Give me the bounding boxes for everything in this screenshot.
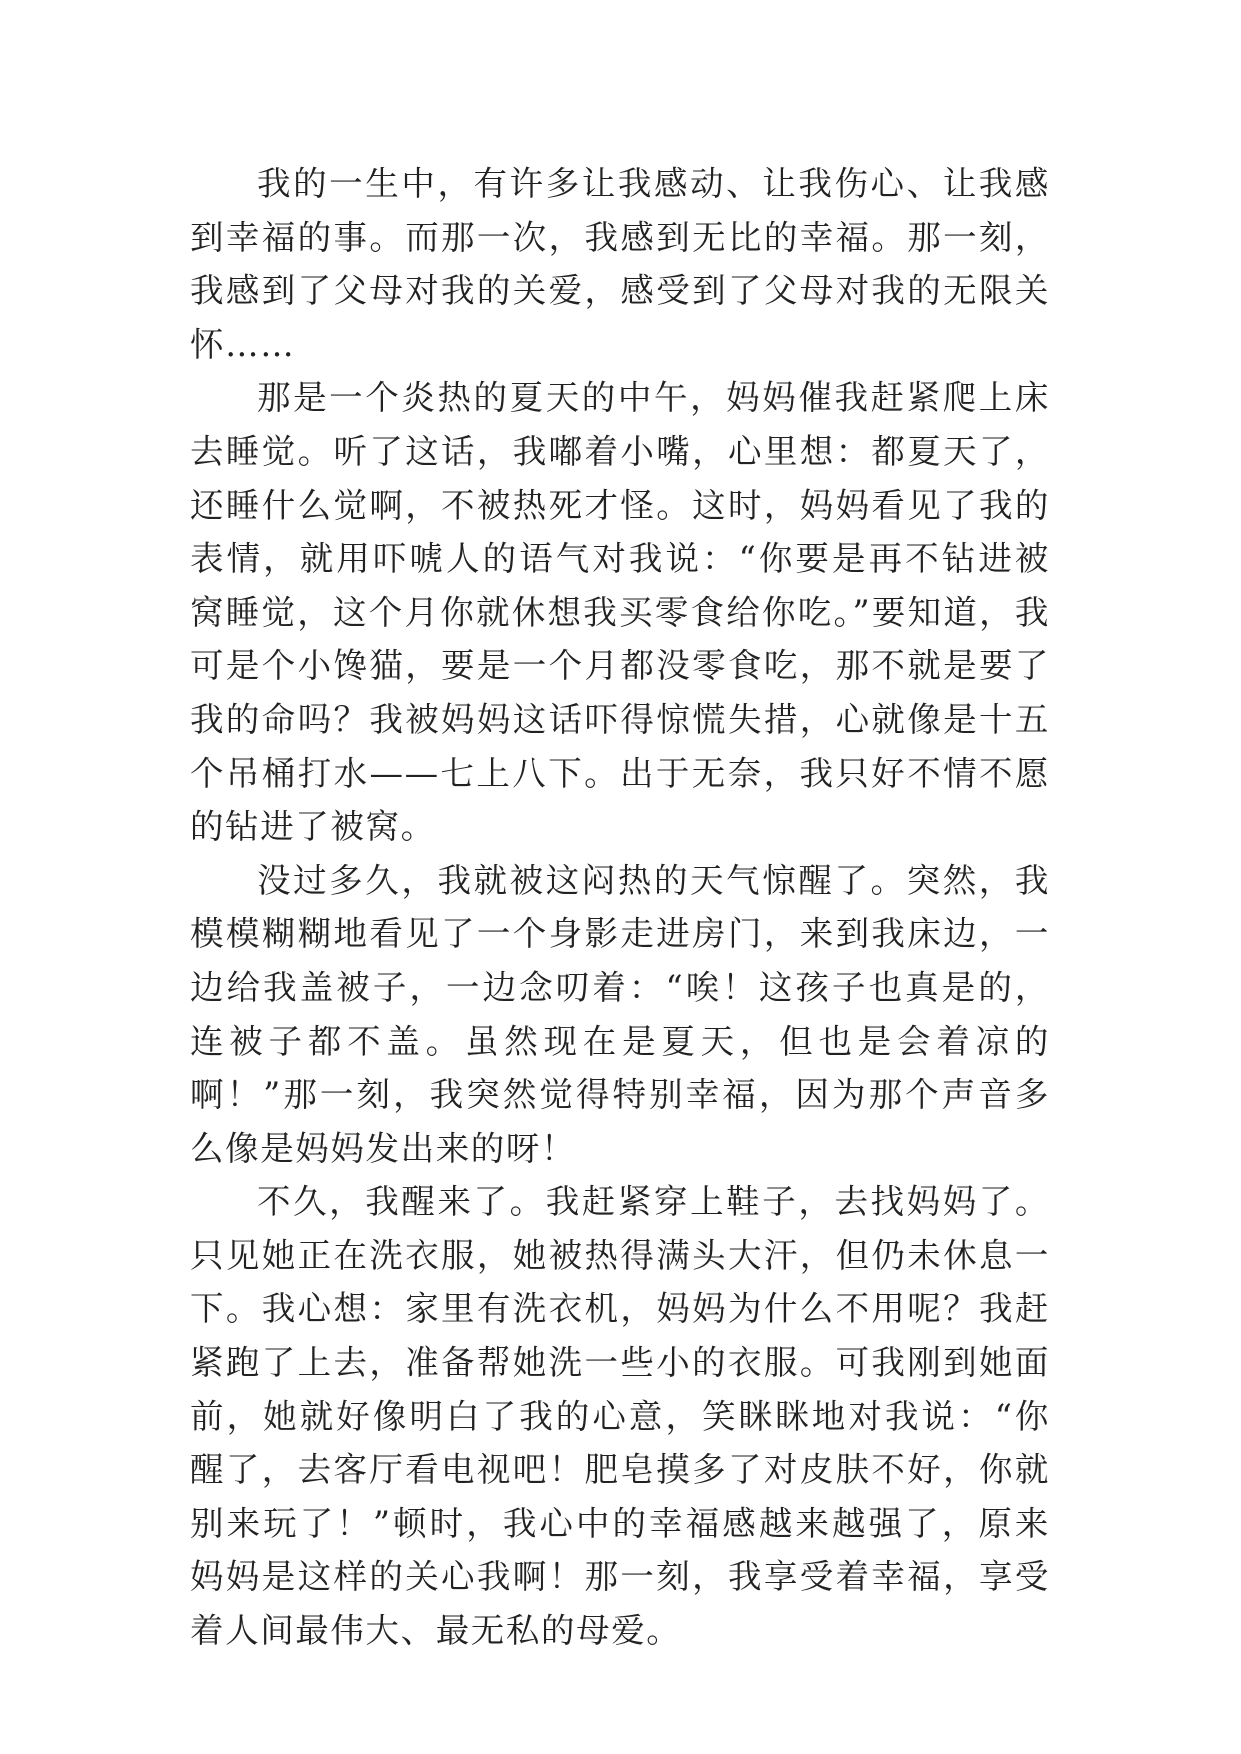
paragraph-2: 那是一个炎热的夏天的中午，妈妈催我赶紧爬上床去睡觉。听了这话，我嘟着小嘴，心里想：都夏天了，还睡什么觉啊，不被热死才怪。这时，妈妈看见了我的表情，就用吓唬人的语气对我说：“你要是再不钻进被窝睡觉，这个月你就休想我买零食给你吃。”要知道，我可是个小馋猫，要是一个月都没零食吃，那不就是要了我的命吗？我被妈妈这话吓得惊慌失措，心就像是十五个吊桶打水——七上八下。出于无奈，我只好不情不愿的钻进了被窝。 bbox=[190, 378, 1050, 847]
paragraph-4: 不久，我醒来了。我赶紧穿上鞋子，去找妈妈了。只见她正在洗衣服，她被热得满头大汗，但仍未休息一下。我心想：家里有洗衣机，妈妈为什么不用呢？我赶紧跑了上去，准备帮她洗一些小的衣服。可我刚到她面前，她就好像明白了我的心意，笑眯眯地对我说：“你醒了，去客厅看电视吧！肥皂摸多了对皮肤不好，你就别来玩了！”顿时，我心中的幸福感越来越强了，原来妈妈是这样的关心我啊！那一刻，我享受着幸福，享受着人间最伟大、最无私的母爱。 bbox=[190, 1182, 1050, 1651]
paragraph-3: 没过多久，我就被这闷热的天气惊醒了。突然，我模模糊糊地看见了一个身影走进房门，来到我床边，一边给我盖被子，一边念叨着：“唉！这孩子也真是的，连被子都不盖。虽然现在是夏天，但也是会着凉的啊！”那一刻，我突然觉得特别幸福，因为那个声音多么像是妈妈发出来的呀！ bbox=[190, 860, 1050, 1168]
paragraph-1: 我的一生中，有许多让我感动、让我伤心、让我感到幸福的事。而那一次，我感到无比的幸福。那一刻，我感到了父母对我的关爱，感受到了父母对我的无限关怀…… bbox=[190, 164, 1050, 364]
essay-body bbox=[190, 157, 1050, 1658]
